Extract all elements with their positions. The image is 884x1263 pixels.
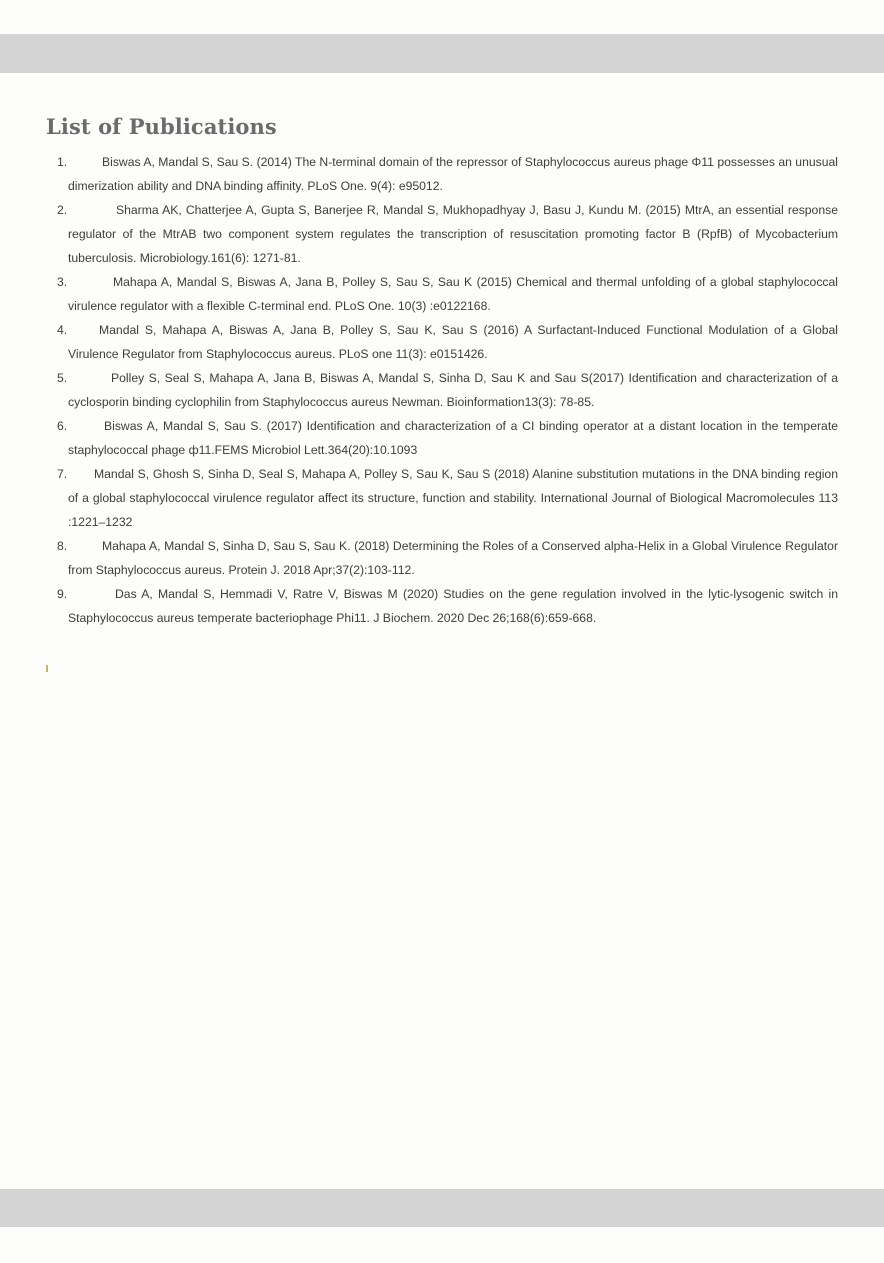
publication-item	[57, 198, 838, 270]
publication-item	[57, 366, 838, 414]
publication-text: Biswas A, Mandal S, Sau S. (2017) Identification and characterization of a CI binding operator at a distant location in the temperate staphylococcal phage ф11.FEMS Microbiol Lett.364(20):10.1093	[68, 419, 838, 457]
publication-item	[57, 534, 838, 582]
publication-number: 7.	[57, 467, 68, 481]
publication-item	[57, 318, 838, 366]
page-title: List of Publications	[46, 114, 277, 139]
publication-text: Das A, Mandal S, Hemmadi V, Ratre V, Biswas M (2020) Studies on the gene regulation involved in the lytic-lysogenic switch in Staphylococcus aureus temperate bacteriophage Phi11. J Biochem. 2020 Dec 26;168(6):659-668.	[68, 587, 838, 625]
publication-number: 8.	[57, 539, 68, 553]
publication-number: 2.	[57, 203, 68, 217]
header-band	[0, 34, 884, 73]
publication-number: 3.	[57, 275, 68, 289]
publication-text: Mandal S, Mahapa A, Biswas A, Jana B, Polley S, Sau K, Sau S (2016) A Surfactant-Induced Functional Modulation of a Global Virulence Regulator from Staphylococcus aureus. PLoS one 11(3): e0151426.	[68, 323, 838, 361]
publication-number: 5.	[57, 371, 68, 385]
publication-item	[57, 462, 838, 534]
publication-item	[57, 270, 838, 318]
publication-text: Mahapa A, Mandal S, Sinha D, Sau S, Sau K. (2018) Determining the Roles of a Conserved alpha-Helix in a Global Virulence Regulator from Staphylococcus aureus. Protein J. 2018 Apr;37(2):103-112.	[68, 539, 838, 577]
publication-number: 1.	[57, 155, 68, 169]
publication-text: Biswas A, Mandal S, Sau S. (2014) The N-terminal domain of the repressor of Staphylococcus aureus phage Φ11 possesses an unusual dimerization ability and DNA binding affinity. PLoS One. 9(4): e95012.	[68, 155, 838, 193]
publication-item	[57, 414, 838, 462]
publication-item	[57, 582, 838, 630]
publication-list	[0, 150, 884, 630]
publication-number: 9.	[57, 587, 68, 601]
publication-text: Sharma AK, Chatterjee A, Gupta S, Banerjee R, Mandal S, Mukhopadhyay J, Basu J, Kundu M. (2015) MtrA, an essential response regulator of the MtrAB two component system regulates the transcription of resuscitation promoting factor B (RpfB) of Mycobacterium tuberculosis. Microbiology.161(6): 1271-81.	[68, 203, 838, 265]
publication-number: 4.	[57, 323, 68, 337]
publication-number: 6.	[57, 419, 68, 433]
publication-text: Mahapa A, Mandal S, Biswas A, Jana B, Polley S, Sau S, Sau K (2015) Chemical and thermal unfolding of a global staphylococcal virulence regulator with a flexible C-terminal end. PLoS One. 10(3) :e0122168.	[68, 275, 838, 313]
footnote-mark	[46, 665, 48, 672]
publication-item	[57, 150, 838, 198]
publication-text: Polley S, Seal S, Mahapa A, Jana B, Biswas A, Mandal S, Sinha D, Sau K and Sau S(2017) Identification and characterization of a cyclosporin binding cyclophilin from Staphylococcus aureus Newman. Bioinformation13(3): 78-85.	[68, 371, 838, 409]
publication-text: Mandal S, Ghosh S, Sinha D, Seal S, Mahapa A, Polley S, Sau K, Sau S (2018) Alanine substitution mutations in the DNA binding region of a global staphylococcal virulence regulator affect its structure, function and stability. International Journal of Biological Macromolecules 113 :1221–1232	[68, 467, 838, 529]
footer-band	[0, 1189, 884, 1227]
